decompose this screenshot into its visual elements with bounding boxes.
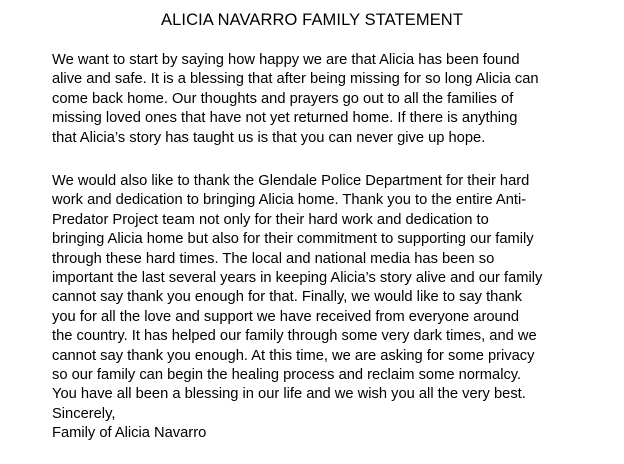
- paragraph-line: important the last several years in keeping Alicia’s story alive and our family: [52, 270, 543, 287]
- paragraph-line: you for all the love and support we have received from everyone around: [52, 308, 520, 325]
- closing-block: [52, 405, 580, 444]
- paragraph-line: so our family can begin the healing process and reclaim some normalcy.: [52, 367, 522, 384]
- paragraph-line: alive and safe. It is a blessing that after being missing for so long Alicia can: [52, 71, 539, 88]
- statement-title: ALICIA NAVARRO FAMILY STATEMENT: [161, 11, 463, 29]
- paragraph-line: through these hard times. The local and national media has been so: [52, 250, 495, 267]
- closing-salutation: Sincerely,: [52, 406, 116, 422]
- paragraph-line: We want to start by saying how happy we are that Alicia has been found: [52, 52, 520, 68]
- paragraph-line: come back home. Our thoughts and prayers go out to all the families of: [52, 90, 514, 107]
- paragraph-line: work and dedication to bringing Alicia home. Thank you to the entire Anti-: [52, 192, 527, 209]
- paragraph-line: You have all been a blessing in our life and we wish you all the very best.: [52, 386, 526, 403]
- paragraph-line: missing loved ones that have not yet returned home. If there is anything: [52, 110, 518, 127]
- paragraph-line: Predator Project team not only for their hard work and dedication to: [52, 211, 489, 228]
- paragraph-1: [52, 51, 580, 148]
- paragraph-line: We would also like to thank the Glendale Police Department for their hard: [52, 173, 530, 189]
- paragraph-line: that Alicia’s story has taught us is that you can never give up hope.: [52, 129, 486, 146]
- paragraph-line: cannot say thank you enough. At this time, we are asking for some privacy: [52, 347, 535, 364]
- paragraph-line: bringing Alicia home but also for their commitment to supporting our family: [52, 231, 534, 248]
- paragraph-line: the country. It has helped our family through some very dark times, and we: [52, 328, 537, 345]
- paragraph-line: cannot say thank you enough for that. Finally, we would like to say thank: [52, 289, 522, 306]
- closing-signature: Family of Alicia Navarro: [52, 425, 207, 442]
- paragraph-2: [52, 172, 580, 405]
